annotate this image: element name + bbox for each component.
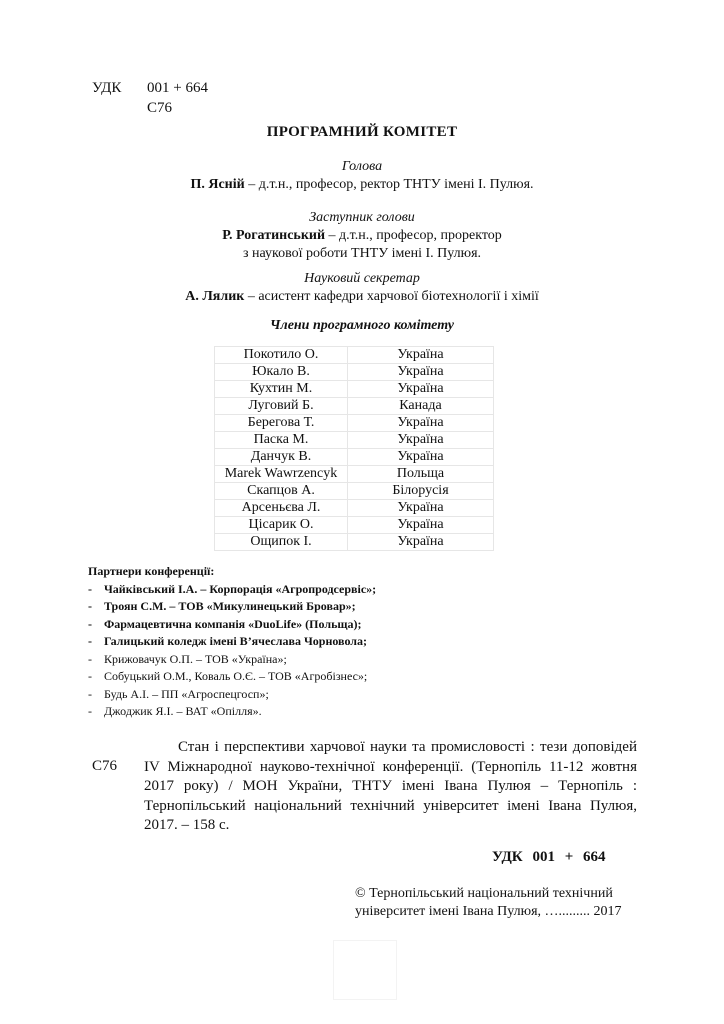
member-country: Білорусія	[348, 483, 494, 500]
partner-dash: -	[88, 634, 92, 648]
partner-dash: -	[88, 651, 92, 666]
member-name: Marek Wawrzencyk	[215, 466, 348, 483]
partner-item	[88, 633, 376, 651]
member-country: Україна	[348, 500, 494, 517]
member-name: Юкало В.	[215, 364, 348, 381]
biblio-text: Стан і перспективи харчової науки та промисловості : тези доповідей IV Міжнародної науково-технічної конференції. (Тернопіль 11-12 жовтня 2017 року) / МОН України, ТНТУ імені Івана Пулюя – Тернопіль : Тернопільський національний технічний університет імені Івана Пулюя, 2017. – 158 с.	[144, 739, 637, 833]
biblio-code: С76	[92, 758, 118, 774]
udk-label: УДК	[92, 80, 122, 96]
member-country: Польща	[348, 466, 494, 483]
member-country: Україна	[348, 432, 494, 449]
member-row	[215, 466, 494, 483]
member-row	[215, 364, 494, 381]
secretary-desc: – асистент кафедри харчової біотехнології і хімії	[244, 289, 539, 304]
member-country: Україна	[348, 517, 494, 534]
member-row	[215, 398, 494, 415]
head-desc: – д.т.н., професор, ректор ТНТУ імені І. Пулюя.	[244, 177, 534, 192]
member-country: Україна	[348, 347, 494, 364]
member-name: Паска М.	[215, 432, 348, 449]
member-row	[215, 449, 494, 466]
head-name: П. Ясній	[190, 177, 245, 192]
deputy-name: Р. Рогатинський	[222, 228, 326, 243]
udk-bottom: УДК 001 + 664	[492, 849, 606, 865]
member-row	[215, 381, 494, 398]
member-row	[215, 347, 494, 364]
member-row	[215, 534, 494, 551]
partners-title: Партнери конференції:	[88, 564, 215, 578]
member-name: Арсеньєва Л.	[215, 500, 348, 517]
udk-header	[92, 78, 208, 118]
partner-text: Собуцький О.М., Коваль О.Є. – ТОВ «Агробізнес»;	[104, 669, 368, 683]
member-country: Україна	[348, 381, 494, 398]
member-row	[215, 500, 494, 517]
copyright-line-2: університет імені Івана Пулюя, …......... 2017	[355, 904, 622, 919]
udk-index: С76	[147, 100, 173, 116]
partner-item	[88, 686, 376, 704]
member-country: Україна	[348, 534, 494, 551]
member-name: Скапцов А.	[215, 483, 348, 500]
partner-text: Галицький коледж імені В’ячеслава Чорновола;	[104, 634, 368, 648]
members-title: Члени програмного комітету	[270, 318, 454, 333]
member-row	[215, 415, 494, 432]
secretary-block	[0, 270, 724, 306]
partner-item	[88, 651, 376, 669]
member-country: Україна	[348, 415, 494, 432]
member-name: Луговий Б.	[215, 398, 348, 415]
member-name: Цісарик О.	[215, 517, 348, 534]
member-country: Канада	[348, 398, 494, 415]
bibliographic-entry	[92, 738, 637, 836]
footer-frame	[333, 940, 397, 1000]
copyright-line-1: © Тернопільський національний технічний	[355, 886, 613, 901]
head-role: Голова	[341, 159, 383, 174]
partners-list	[88, 563, 376, 721]
deputy-desc-1: – д.т.н., професор, проректор	[325, 228, 502, 243]
partner-dash: -	[88, 669, 92, 683]
partner-item	[88, 703, 376, 721]
partner-text: Фармацевтична компанія «DuoLife» (Польща);	[104, 616, 362, 631]
partner-dash: -	[88, 686, 92, 701]
partner-text: Джоджик Я.І. – ВАТ «Опілля».	[104, 704, 262, 718]
partner-dash: -	[88, 599, 92, 613]
member-name: Покотило О.	[215, 347, 348, 364]
head-block	[0, 158, 724, 194]
udk-code: 001 + 664	[147, 80, 208, 96]
partner-dash: -	[88, 704, 92, 718]
member-row	[215, 517, 494, 534]
member-name: Ощипок І.	[215, 534, 348, 551]
partner-item	[88, 581, 376, 599]
partner-item	[88, 668, 376, 686]
secretary-role: Науковий секретар	[304, 271, 420, 286]
copyright-notice	[355, 885, 655, 921]
partner-text: Троян С.М. – ТОВ «Микулинецький Бровар»;	[104, 599, 356, 613]
member-row	[215, 483, 494, 500]
secretary-name: А. Лялик	[185, 289, 245, 304]
partner-dash: -	[88, 616, 92, 631]
partner-dash: -	[88, 581, 92, 596]
member-name: Берегова Т.	[215, 415, 348, 432]
member-country: Україна	[348, 449, 494, 466]
deputy-role: Заступник голови	[309, 210, 415, 225]
partner-item	[88, 616, 376, 634]
partner-item	[88, 598, 376, 616]
deputy-block	[0, 209, 724, 263]
partner-text: Будь А.І. – ПП «Агроспецгосп»;	[104, 686, 269, 701]
member-name: Кухтин М.	[215, 381, 348, 398]
member-country: Україна	[348, 364, 494, 381]
deputy-desc-2: з наукової роботи ТНТУ імені І. Пулюя.	[242, 246, 482, 261]
members-table	[214, 346, 494, 551]
member-name: Данчук В.	[215, 449, 348, 466]
page-title: ПРОГРАМНИЙ КОМІТЕТ	[266, 124, 458, 140]
member-row	[215, 432, 494, 449]
partner-text: Крижовачук О.П. – ТОВ «Україна»;	[104, 651, 287, 666]
partner-text: Чайківський І.А. – Корпорація «Агропродсервіс»;	[104, 581, 377, 596]
